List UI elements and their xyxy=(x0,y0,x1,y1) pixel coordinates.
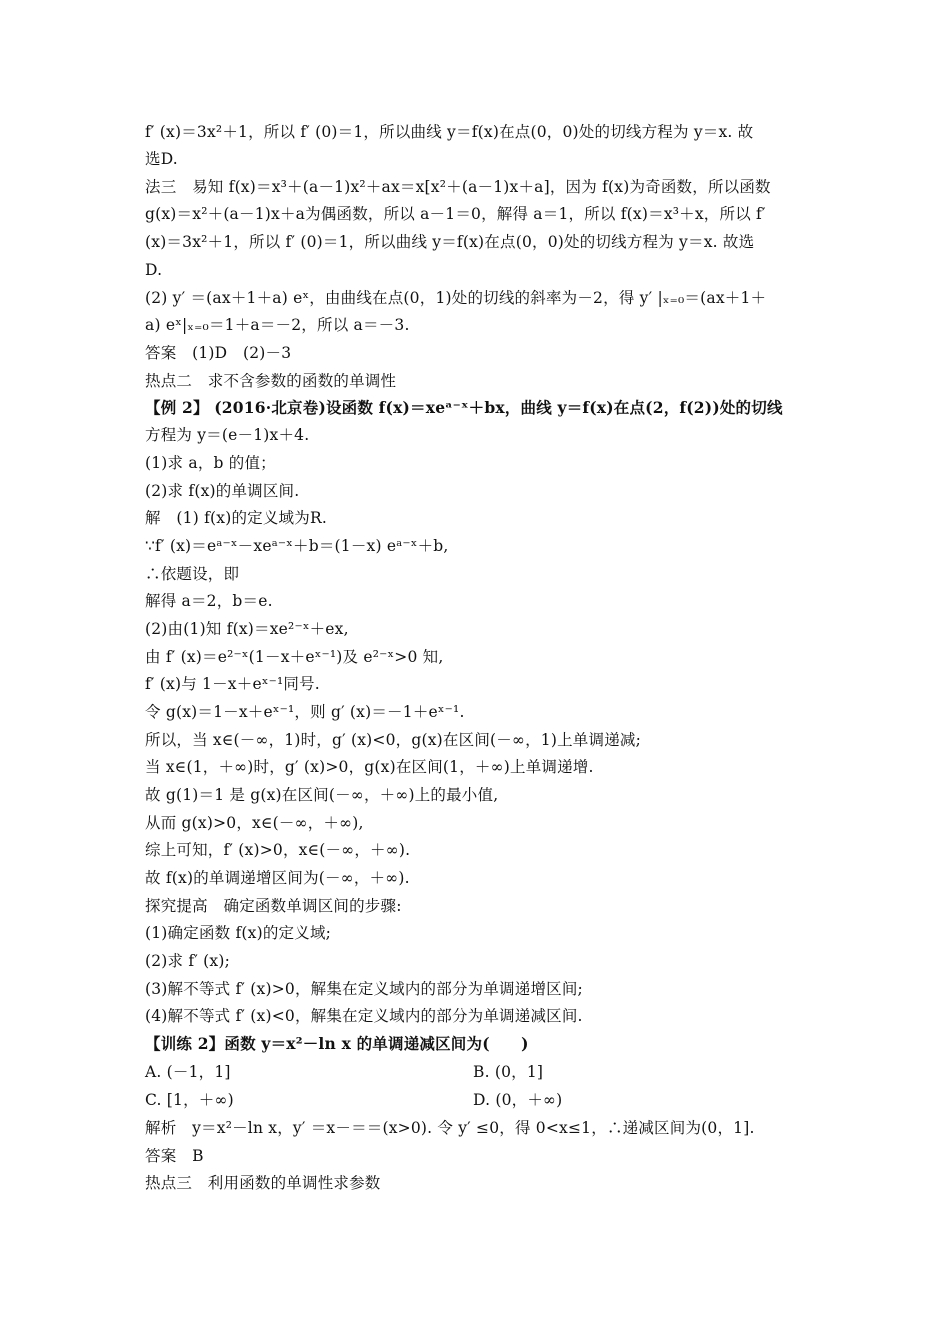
text-line: (2) y′ ＝(ax＋1＋a) eˣ，由曲线在点(0，1)处的切线的斜率为－2，得 y′ |ₓ₌₀＝(ax＋1＋ xyxy=(145,289,767,307)
text-line: 由 f′ (x)＝e²⁻ˣ(1－x＋eˣ⁻¹)及 e²⁻ˣ>0 知, xyxy=(145,648,444,666)
text-line: 解析 y＝x²－ln x，y′ ＝x－＝＝(x>0). 令 y′ ≤0，得 0<x≤1，∴递减区间为(0，1]. xyxy=(145,1119,755,1137)
text-line: (x)＝3x²＋1，所以 f′ (0)＝1，所以曲线 y＝f(x)在点(0，0)处的切线方程为 y＝x. 故选 xyxy=(145,233,755,251)
text-line: 从而 g(x)>0，x∈(－∞，＋∞), xyxy=(145,814,364,832)
text-line: ∵f′ (x)＝eᵃ⁻ˣ－xeᵃ⁻ˣ＋b＝(1－x) eᵃ⁻ˣ＋b, xyxy=(145,537,449,555)
option-c: C. [1，＋∞) xyxy=(145,1091,234,1109)
option-b: B. (0，1] xyxy=(473,1063,544,1081)
text-line: (2)求 f(x)的单调区间. xyxy=(145,482,300,500)
text-line: (2)由(1)知 f(x)＝xe²⁻ˣ＋ex, xyxy=(145,620,349,638)
text-line: (2)求 f′ (x); xyxy=(145,952,231,970)
text-line: 故 g(1)＝1 是 g(x)在区间(－∞，＋∞)上的最小值, xyxy=(145,786,499,804)
text-line: 故 f(x)的单调递增区间为(－∞，＋∞). xyxy=(145,869,410,887)
text-line: (4)解不等式 f′ (x)<0，解集在定义域内的部分为单调递减区间. xyxy=(145,1007,583,1025)
option-d: D. (0，＋∞) xyxy=(473,1091,563,1109)
text-line: D. xyxy=(145,261,163,279)
text-line: (1)求 a，b 的值； xyxy=(145,454,276,472)
text-line: 探究提高 确定函数单调区间的步骤: xyxy=(145,897,402,915)
text-line: 令 g(x)＝1－x＋eˣ⁻¹，则 g′ (x)＝－1＋eˣ⁻¹. xyxy=(145,703,465,721)
text-line: ∴依题设，即 xyxy=(145,565,240,583)
text-line: 法三 易知 f(x)＝x³＋(a－1)x²＋ax＝x[x²＋(a－1)x＋a]，因为 f(x)为奇函数，所以函数 xyxy=(145,178,771,196)
text-line: 解得 a＝2，b＝e. xyxy=(145,592,273,610)
text-line: (3)解不等式 f′ (x)>0，解集在定义域内的部分为单调递增区间; xyxy=(145,980,583,998)
exercise-heading: 【训练 2】函数 y＝x²－ln x 的单调递减区间为( ) xyxy=(145,1034,529,1053)
option-a: A. (－1，1] xyxy=(145,1063,231,1081)
text-line: 解 (1) f(x)的定义域为R. xyxy=(145,509,327,527)
text-line: 选D. xyxy=(145,150,178,168)
section-heading: 热点三 利用函数的单调性求参数 xyxy=(145,1174,381,1192)
text-line: f′ (x)与 1－x＋eˣ⁻¹同号. xyxy=(145,675,320,693)
text-line: 当 x∈(1，＋∞)时，g′ (x)>0，g(x)在区间(1，＋∞)上单调递增. xyxy=(145,758,594,776)
option-row xyxy=(145,1089,815,1111)
text-line: (1)确定函数 f(x)的定义域; xyxy=(145,924,332,942)
text-line: a) eˣ|ₓ₌₀＝1＋a＝－2，所以 a＝－3. xyxy=(145,316,410,334)
text-line: 综上可知，f′ (x)>0，x∈(－∞，＋∞). xyxy=(145,841,411,859)
example-heading: 【例 2】 (2016·北京卷)设函数 f(x)＝xeᵃ⁻ˣ＋bx，曲线 y＝f(x)在点(2，f(2))处的切线 xyxy=(145,398,783,417)
text-line: f′ (x)＝3x²＋1，所以 f′ (0)＝1，所以曲线 y＝f(x)在点(0，0)处的切线方程为 y＝x. 故 xyxy=(145,123,754,141)
text-line: 方程为 y＝(e－1)x＋4. xyxy=(145,426,310,444)
text-line: g(x)＝x²＋(a－1)x＋a为偶函数，所以 a－1＝0，解得 a＝1，所以 f(x)＝x³＋x，所以 f′ xyxy=(145,205,766,223)
answer-line: 答案 B xyxy=(145,1147,204,1165)
answer-line: 答案 (1)D (2)－3 xyxy=(145,344,292,362)
text-line: 所以，当 x∈(－∞，1)时，g′ (x)<0，g(x)在区间(－∞，1)上单调递减; xyxy=(145,731,642,749)
option-row xyxy=(145,1061,815,1083)
section-heading: 热点二 求不含参数的函数的单调性 xyxy=(145,372,397,390)
